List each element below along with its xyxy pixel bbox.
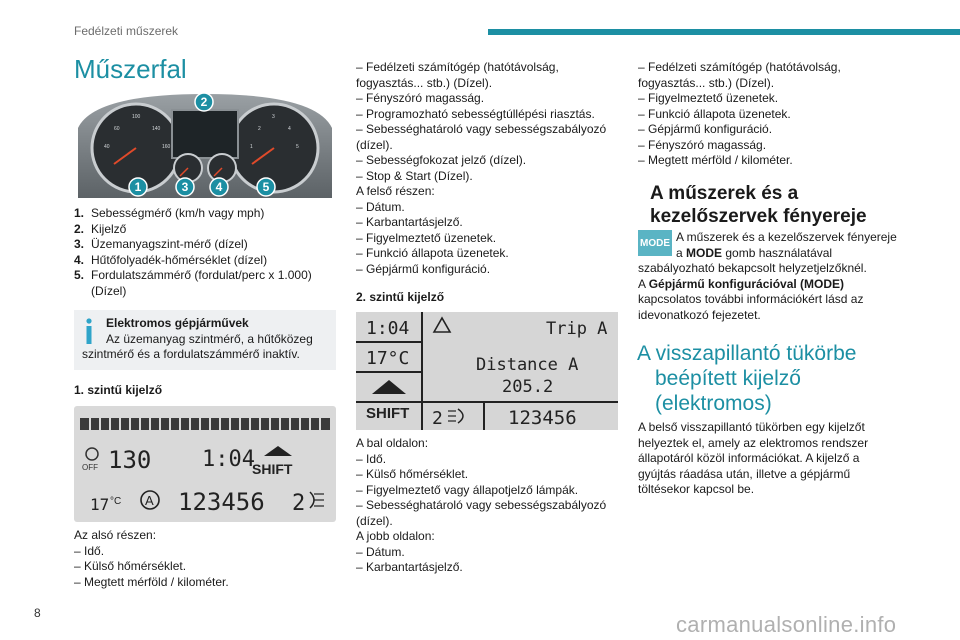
- svg-text:60: 60: [114, 126, 120, 132]
- info-box-electric: [74, 310, 336, 370]
- info-title: Elektromos gépjárművek: [106, 316, 249, 330]
- lcd2-shift: SHIFT: [366, 405, 410, 422]
- lower-part-text: Az alsó részen: – Idő. – Külső hőmérséklet. – Megtett mérföld / kilométer.: [74, 528, 229, 589]
- off-label: OFF: [82, 463, 98, 472]
- lcd2-distance-value: 205.2: [502, 377, 554, 397]
- svg-text:140: 140: [152, 126, 161, 132]
- lcd2-time: 1:04: [366, 318, 410, 339]
- svg-text:40: 40: [104, 144, 110, 150]
- svg-text:160: 160: [162, 144, 171, 150]
- watermark: carmanualsonline.info: [676, 612, 897, 637]
- running-header: Fedélzeti műszerek: [74, 24, 179, 38]
- level1-heading: 1. szintű kijelző: [74, 383, 163, 397]
- mirror-display-text: A belső visszapillantó tükörben egy kijelzőt helyeztek el, amely az elektromos rendszer állapotáról közöl információkat. A kijelző a gyújtás ráadása után, illetve a gépjármű töltésekor kapcsol be.: [638, 420, 869, 496]
- level1-display-illustration: [74, 406, 336, 522]
- lcd2-odometer: 123456: [508, 407, 577, 429]
- lcd1-service-letter: A: [145, 493, 154, 508]
- section-title-muszerfal: Műszerfal: [74, 54, 187, 84]
- mirror-display-heading: A visszapillantó tükörbe beépített kijelző (elektromos): [637, 342, 857, 415]
- brightness-heading: A műszerek és a kezelőszervek fényereje: [650, 183, 867, 227]
- list-item: 2. Kijelző: [74, 221, 127, 236]
- shift-up-arrow-icon: [264, 446, 292, 456]
- list-item: (Dízel): [91, 283, 127, 298]
- svg-text:100: 100: [132, 114, 141, 120]
- lcd1-odometer: 123456: [178, 488, 265, 516]
- level2-display-illustration: [356, 312, 618, 430]
- lcd1-speed: 130: [108, 446, 152, 474]
- info-line: szintmérő és a fordulatszámmérő inaktív.: [82, 347, 300, 361]
- col2-top-text: – Fedélzeti számítógép (hatótávolság, fogyasztás... stb.) (Dízel). – Fényszóró magasság. – Programozható sebességtúllépési riasztás. – Sebességhatároló vagy sebességszabályozó (dízel). – Sebességfokozat jelző (dízel). – Stop & Start (Dízel). A felső részen: – Dátum. – Karbantartásjelző. – Figyelmeztető üzenetek. – Funkció állapota üzenetek. – Gépjármű konfiguráció.: [356, 60, 607, 276]
- lcd1-temp: 17: [90, 495, 110, 514]
- warning-triangle-icon: [434, 318, 450, 332]
- mode-button-icon: MODE: [638, 230, 672, 256]
- svg-text:4: 4: [288, 126, 291, 132]
- svg-text:1: 1: [250, 144, 253, 150]
- cluster-legend-list: [74, 206, 336, 299]
- brightness-text: A műszerek és a kezelőszervek fényereje a MODE gomb használatával szabályozható bekapcsolt helyzetjelzőknél. A Gépjármű konfigurációval (MODE) kapcsolatos további információkért lásd az idevonatkozó fejezetet.: [638, 230, 897, 322]
- callout-3: 3: [181, 180, 189, 194]
- info-icon: [84, 318, 94, 344]
- lcd2-trip: Trip A: [546, 319, 608, 339]
- lcd2-distance-label: Distance A: [476, 355, 579, 375]
- svg-text:5: 5: [296, 144, 299, 150]
- callout-2: 2: [200, 95, 208, 109]
- lcd1-time: 1:04: [202, 447, 255, 472]
- header-accent-bar: [488, 29, 960, 35]
- info-line: Az üzemanyag szintmérő, a hűtőközeg: [106, 331, 313, 346]
- list-item: 3. Üzemanyagszint-mérő (dízel): [74, 237, 248, 251]
- headlamp-icon: [310, 492, 314, 508]
- list-item: 4. Hűtőfolyadék-hőmérséklet (dízel): [74, 252, 268, 267]
- headlamp-icon: [458, 409, 463, 423]
- col2-bottom-text: A bal oldalon: – Idő. – Külső hőmérséklet. – Figyelmeztető vagy állapotjelző lámpák. – Sebességhatároló vagy sebességszabályozó (dízel). A jobb oldalon: – Dátum. – Karbantartásjelző.: [356, 436, 607, 574]
- callout-1: 1: [134, 180, 142, 194]
- speed-limiter-icon: [86, 448, 98, 460]
- callout-4: 4: [215, 180, 223, 194]
- lcd2-gear: 2: [432, 408, 443, 429]
- lcd1-shift: SHIFT: [252, 461, 293, 477]
- lcd1-gear: 2: [292, 491, 306, 516]
- shift-up-arrow-icon: [372, 380, 406, 394]
- col3-top-text: – Fedélzeti számítógép (hatótávolság, fogyasztás... stb.) (Dízel). – Figyelmeztető üzenetek. – Funkció állapota üzenetek. – Gépjármű konfiguráció. – Fényszóró magasság. – Megtett mérföld / kilométer.: [638, 60, 841, 167]
- svg-text:2: 2: [258, 126, 261, 132]
- list-item: 5. Fordulatszámmérő (fordulat/perc x 1.000): [74, 268, 312, 282]
- level2-heading: 2. szintű kijelző: [356, 290, 445, 304]
- page-number: 8: [34, 606, 41, 620]
- lcd2-temp: 17°C: [366, 348, 410, 369]
- list-item: 1. Sebességmérő (km/h vagy mph): [74, 206, 265, 220]
- lcd1-temp-unit: °C: [110, 496, 122, 507]
- callout-5: 5: [262, 180, 270, 194]
- svg-text:3: 3: [272, 114, 275, 120]
- instrument-cluster-illustration: [74, 90, 336, 198]
